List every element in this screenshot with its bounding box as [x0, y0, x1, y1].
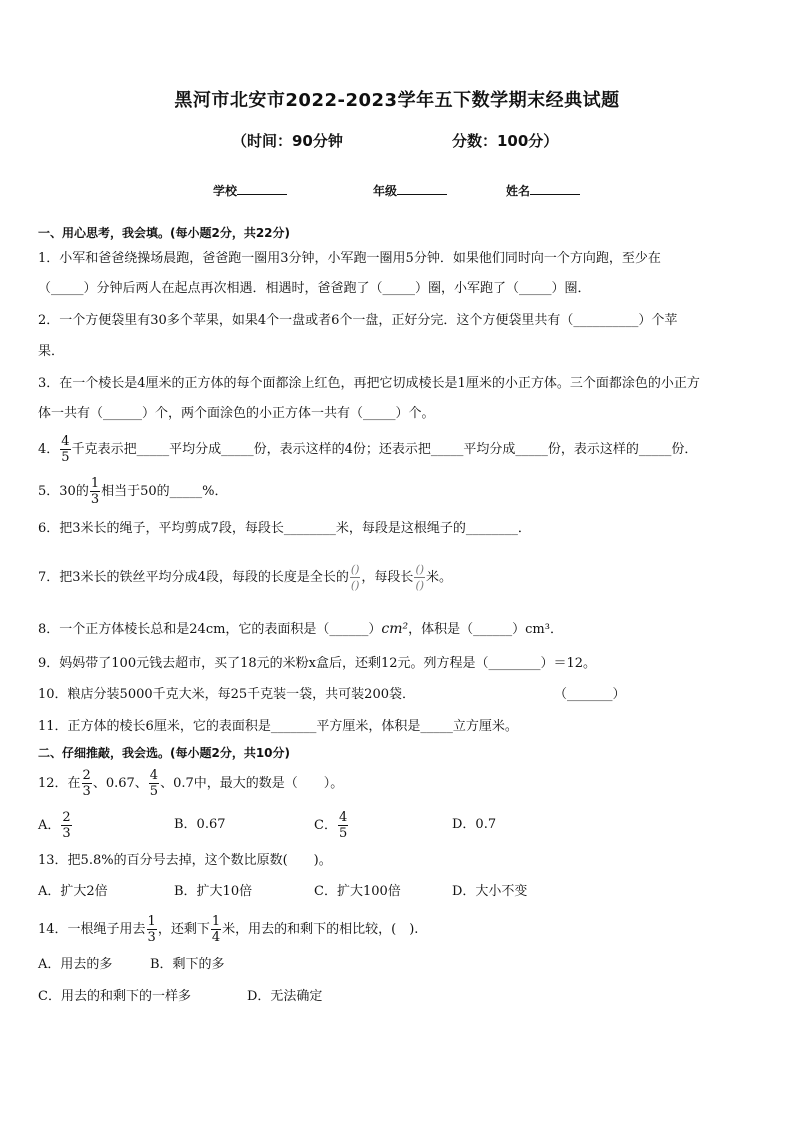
option-a[interactable] [38, 810, 73, 841]
option-b[interactable]: B．扩大10倍 [174, 884, 253, 899]
question-14-mid: ，还剩下 [157, 922, 210, 937]
question-14-fraction-2 [211, 914, 221, 945]
fraction-denominator: () [350, 579, 360, 592]
question-12 [38, 768, 764, 799]
option-b[interactable]: B．剩下的多 [150, 957, 225, 972]
question-11: 11．正方体的棱长6厘米，它的表面积是_______平方厘米，体积是_____立方厘米。 [38, 719, 518, 734]
option-c-fraction [338, 810, 348, 841]
question-14-prefix: 14．一根绳子用去 [38, 922, 146, 937]
question-7-text-a: 7．把3米长的铁丝平均分成4段，每段的长度是全长的 [38, 570, 349, 585]
question-7-fraction-2 [414, 562, 425, 593]
question-5-text: 相当于50的_____%． [101, 484, 228, 499]
question-7-fraction-1 [350, 562, 361, 593]
option-a-label: A． [38, 818, 61, 833]
question-14 [38, 914, 764, 945]
grade-label: 年级 [373, 184, 398, 198]
question-14-fraction-1 [147, 914, 157, 945]
fraction-denominator: () [415, 579, 425, 592]
option-c[interactable] [314, 810, 349, 841]
option-c-label: C． [314, 818, 337, 833]
name-label: 姓名 [506, 184, 531, 198]
fraction-numerator: 4 [338, 810, 348, 825]
page-title: 黑河市北安市2022-2023学年五下数学期末经典试题 [174, 90, 620, 111]
fraction-numerator: 4 [149, 768, 159, 783]
option-d[interactable]: D．大小不变 [452, 884, 528, 899]
name-field [506, 182, 580, 199]
grade-field [373, 182, 447, 199]
option-d[interactable]: D．0.7 [452, 817, 497, 832]
fraction-denominator: 5 [61, 450, 70, 465]
fraction-denominator: 5 [149, 784, 159, 799]
fraction-numerator: () [415, 563, 425, 576]
grade-blank [397, 182, 447, 195]
question-8 [38, 620, 764, 639]
school-field [213, 182, 287, 199]
question-2-line-1: 2．一个方便袋里有30多个苹果，如果4个一盘或者6个一盘，正好分完．这个方便袋里共有（__________）个苹 [38, 313, 678, 328]
fraction-numerator: 1 [90, 476, 100, 491]
option-a[interactable]: A．扩大2倍 [38, 884, 108, 899]
option-d[interactable]: D．无法确定 [247, 989, 323, 1004]
question-7 [38, 562, 764, 593]
question-12-fraction-1 [82, 768, 92, 799]
fraction-denominator: 3 [147, 930, 156, 945]
fraction-numerator: 1 [147, 914, 156, 929]
question-5 [38, 476, 764, 507]
question-3-line-1: 3．在一个棱长是4厘米的正方体的每个面都涂上红色，再把它切成棱长是1厘米的小正方体。三个面都涂色的小正方 [38, 376, 700, 391]
exam-score: 分数：100分） [452, 132, 559, 150]
question-7-text-b: ，每段长 [361, 570, 414, 585]
question-3-line-2: 体一共有（______）个，两个面涂色的小正方体一共有（_____）个。 [38, 406, 435, 421]
question-10-answer: （_______） [554, 687, 626, 702]
question-1-line-1: 1．小军和爸爸绕操场晨跑，爸爸跑一圈用3分钟，小军跑一圈用5分钟．如果他们同时向一个方向跑，至少在 [38, 251, 661, 266]
question-4-prefix: 4． [38, 442, 60, 457]
question-9: 9．妈妈带了100元钱去超市，买了18元的米粉x盒后，还剩12元。列方程是（________）＝12。 [38, 656, 597, 671]
fraction-denominator: 3 [62, 826, 71, 841]
option-b[interactable]: B．0.67 [174, 817, 226, 832]
section-2-title: 二、仔细推敲，我会选。(每小题2分，共10分) [38, 746, 291, 760]
question-12-fraction-2 [149, 768, 159, 799]
fraction-denominator: 3 [90, 492, 100, 507]
name-blank [530, 182, 580, 195]
question-8-unit: cm² [381, 621, 409, 637]
option-a-fraction [61, 810, 71, 841]
question-12-mid: 、0.67、 [92, 776, 148, 791]
question-7-text-c: 米。 [426, 570, 453, 585]
question-10 [38, 686, 764, 704]
question-5-prefix: 5．30的 [38, 484, 89, 499]
question-12-prefix: 12．在 [38, 776, 81, 791]
fraction-numerator: 2 [62, 810, 71, 825]
question-8-text-a: 8．一个正方体棱长总和是24cm，它的表面积是（______） [38, 622, 382, 637]
school-blank [237, 182, 287, 195]
question-6: 6．把3米长的绳子，平均剪成7段，每段长________米，每段是这根绳子的________． [38, 521, 531, 536]
fraction-denominator: 5 [338, 826, 348, 841]
exam-time: （时间：90分钟 [232, 132, 343, 150]
question-13: 13．把5.8%的百分号去掉，这个数比原数( )。 [38, 853, 332, 868]
section-1-title: 一、用心思考，我会填。(每小题2分，共22分) [38, 226, 291, 240]
question-14-tail: 米，用去的和剩下的相比较，( ). [222, 922, 419, 937]
fraction-denominator: 4 [211, 930, 221, 945]
option-c[interactable]: C．用去的和剩下的一样多 [38, 989, 191, 1004]
question-2-line-2: 果． [38, 344, 65, 359]
question-10-text: 10．粮店分装5000千克大米，每25千克装一袋，共可装200袋． [38, 687, 415, 702]
fraction-numerator: 4 [61, 434, 70, 449]
question-4-fraction [60, 434, 70, 465]
fraction-numerator: 2 [82, 768, 91, 783]
school-label: 学校 [213, 184, 238, 198]
question-4-text: 千克表示把_____平均分成_____份，表示这样的4份；还表示把_____平均分成_____份，表示这样的_____份． [71, 442, 698, 457]
question-1-line-2: （_____）分钟后两人在起点再次相遇．相遇时，爸爸跑了（_____）圈，小军跑了（_____）圈． [38, 281, 591, 296]
question-12-tail: 、0.7中，最大的数是（ ）。 [160, 776, 344, 791]
option-a[interactable]: A．用去的多 [38, 957, 113, 972]
fraction-numerator: () [350, 563, 360, 576]
question-4 [38, 434, 764, 465]
question-5-fraction [90, 476, 100, 507]
fraction-denominator: 3 [82, 784, 91, 799]
fraction-numerator: 1 [211, 914, 221, 929]
option-c[interactable]: C．扩大100倍 [314, 884, 401, 899]
question-8-text-b: ，体积是（______）cm³． [408, 622, 563, 637]
